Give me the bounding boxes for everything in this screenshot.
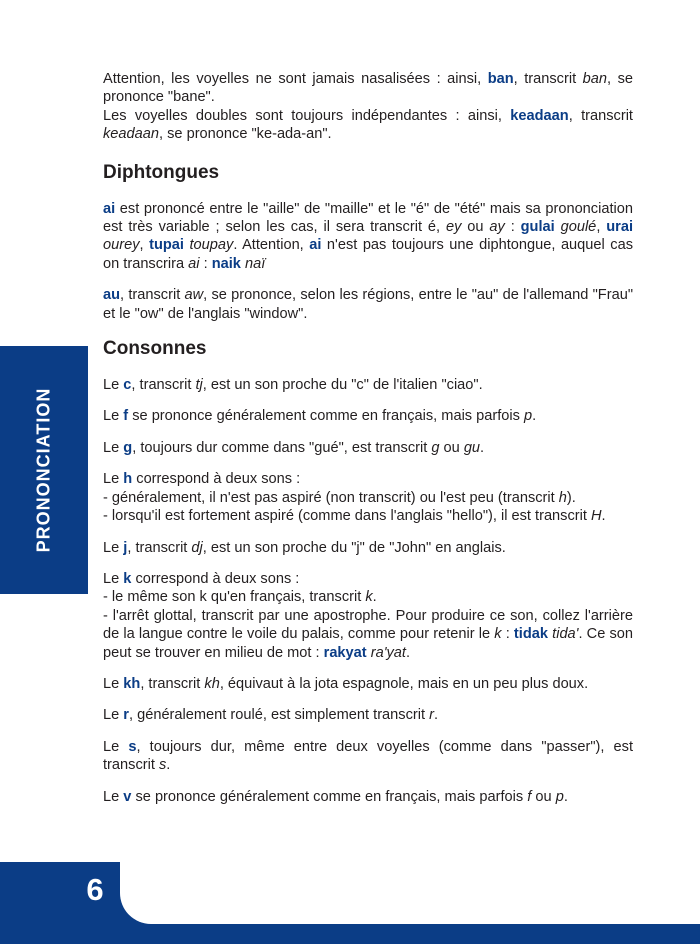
section-tab-label: PRONONCIATION xyxy=(33,387,54,553)
page-content xyxy=(103,70,633,819)
keyword-keadaan: keadaan xyxy=(510,107,569,124)
diphtongue-au-paragraph: au, transcrit aw, se prononce, selon les régions, entre le "au" de l'allemand "Frau" et le "ow" de l'anglais "window". xyxy=(103,287,633,322)
section-side-tab xyxy=(0,346,88,594)
consonne-h-paragraph: Le h correspond à deux sons : - généralement, il n'est pas aspiré (non transcrit) ou l'est peu (transcrit h). - lorsqu'il est fortement aspiré (comme dans l'anglais "hello"), il est transcrit H. xyxy=(103,471,606,525)
page-number: 6 xyxy=(86,872,104,907)
consonne-j-paragraph: Le j, transcrit dj, est un son proche du "j" de "John" en anglais. xyxy=(103,539,506,556)
diphtongue-ai-paragraph: ai est prononcé entre le "aille" de "maille" et le "é" de "été" mais sa prononciation est très variable ; selon les cas, il sera transcrit é, ey ou ay : gulai goulé, urai ourey, tupai toupay. Attention, ai n'est pas toujours une diphtongue, auquel cas on transcrira ai : naik naï xyxy=(103,200,634,272)
consonne-v-paragraph: Le v se prononce généralement comme en français, mais parfois f ou p. xyxy=(103,788,568,805)
diphtongues-heading: Diphtongues xyxy=(103,161,220,183)
consonne-g-paragraph: Le g, toujours dur comme dans "gué", est transcrit g ou gu. xyxy=(103,439,485,456)
intro-nasal-paragraph: Attention, les voyelles ne sont jamais nasalisées : ainsi, ban, transcrit ban, se prononce "bane". xyxy=(103,71,633,106)
consonne-r-paragraph: Le r, généralement roulé, est simplement transcrit r. xyxy=(103,707,439,724)
consonnes-heading: Consonnes xyxy=(103,338,207,360)
intro-double-vowels-paragraph: Les voyelles doubles sont toujours indépendantes : ainsi, keadaan, transcrit keadaan, se prononce "ke-ada-an". xyxy=(103,107,633,143)
consonne-f-paragraph: Le f se prononce généralement comme en français, mais parfois p. xyxy=(103,408,537,425)
consonne-s-paragraph: Le s, toujours dur, même entre deux voyelles (comme dans "passer"), est transcrit s. xyxy=(103,738,634,774)
consonne-k-paragraph: Le k correspond à deux sons : - le même son k qu'en français, transcrit k. - l'arrêt glottal, transcrit par une apostrophe. Pour produire ce son, collez l'arrière de la langue contre le voile du palais, comme pour retenir le k : tidak tida'. Ce son peut se trouver en milieu de mot : rakyat ra'yat. xyxy=(103,570,633,661)
keyword-ban: ban xyxy=(487,71,514,87)
footer-cutout xyxy=(120,862,700,924)
consonne-c-paragraph: Le c, transcrit tj, est un son proche du "c" de l'italien "ciao". xyxy=(103,377,483,394)
consonne-kh-paragraph: Le kh, transcrit kh, équivaut à la jota espagnole, mais en un peu plus doux. xyxy=(103,675,589,692)
